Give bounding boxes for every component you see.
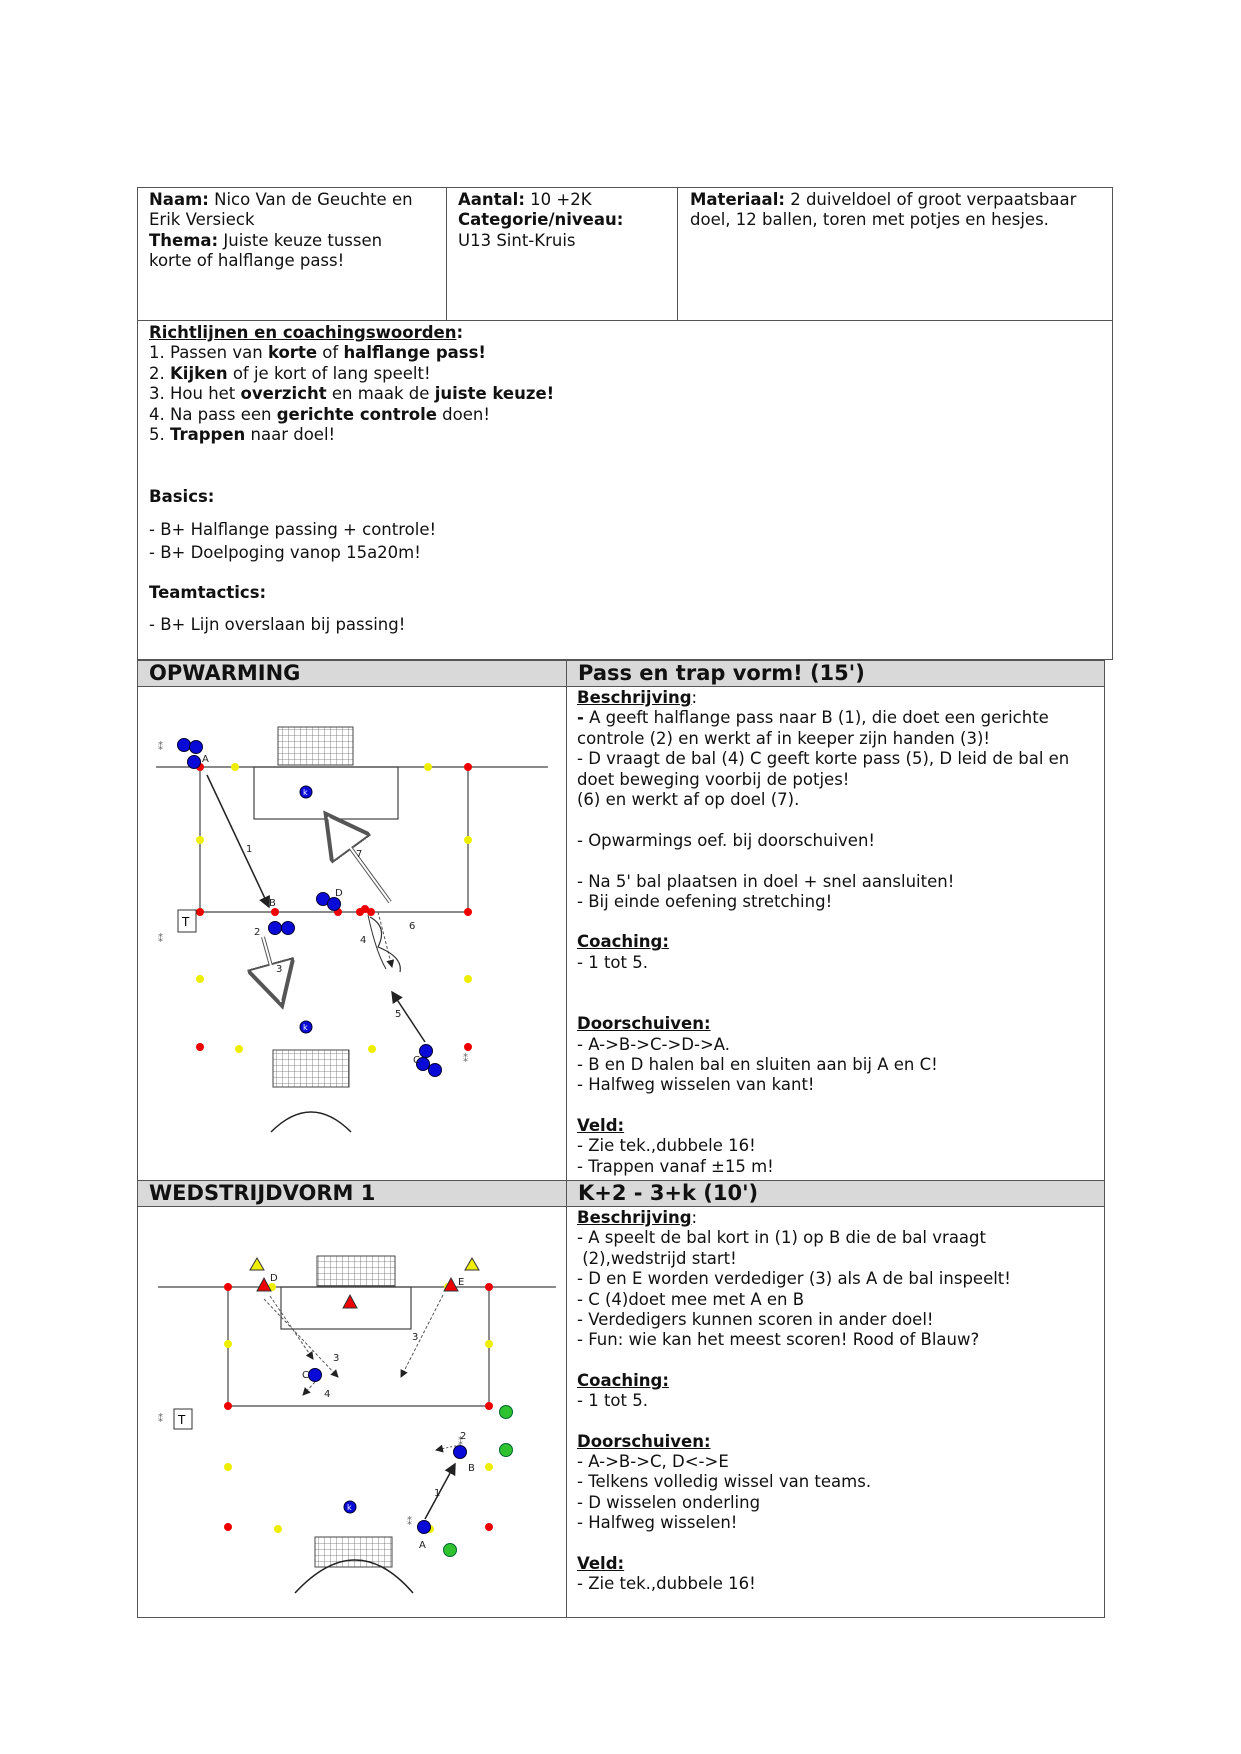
richtlijn-item: [149, 405, 1099, 425]
richtlijn-keyword: juiste keuze!: [434, 384, 555, 404]
richtlijnen-title: Richtlijnen en coachingswoorden: [149, 323, 457, 342]
naam-label: Naam:: [149, 190, 209, 209]
richtlijn-item: [149, 425, 1099, 445]
pass-trap-header: [566, 660, 1105, 687]
k2-title: K+2 - 3+k (10'): [578, 1181, 759, 1205]
label-D: D: [270, 1273, 278, 1284]
svg-text:⁑: ⁑: [158, 934, 163, 945]
label-3: 3: [333, 1353, 340, 1364]
aantal-cell: [458, 190, 673, 251]
goal-net: [317, 1256, 395, 1286]
svg-text:⁑: ⁑: [463, 1054, 468, 1065]
basics-item: - B+ Doelpoging vanop 15a20m!: [149, 543, 421, 563]
wedstrijdvorm-title: WEDSTRIJDVORM 1: [149, 1181, 376, 1205]
players: [309, 1369, 513, 1557]
svg-text:⁑: ⁑: [158, 1414, 163, 1425]
richtlijn-text: 1. Passen van: [149, 343, 268, 363]
beschrijving-line: [577, 810, 1097, 830]
label-1: 1: [246, 844, 253, 855]
coaching-item: - 1 tot 5.: [577, 1391, 648, 1411]
doorschuiven-item: - Telkens volledig wissel van teams.: [577, 1472, 872, 1492]
label-B: B: [269, 898, 276, 909]
thema-value-2: korte of halflange pass!: [149, 251, 345, 271]
beschrijving-line: - A geeft halflange pass naar B (1), die doet een gerichte: [577, 708, 1049, 728]
label-T: T: [178, 1413, 186, 1427]
richtlijn-text: of je kort of lang speelt!: [227, 363, 431, 383]
beschrijving-title: Beschrijving: [577, 1208, 692, 1227]
materiaal-value-2: doel, 12 ballen, toren met potjes en hesjes.: [690, 210, 1049, 230]
richtlijn-item: [149, 343, 1099, 363]
coaching-title: Coaching:: [577, 1370, 669, 1390]
penalty-box: [254, 767, 398, 819]
goal-net: [315, 1537, 392, 1567]
materiaal-value-1: 2 duiveldoel of groot verpaatsbaar: [784, 190, 1077, 209]
naam-value-2: Erik Versieck: [149, 210, 255, 230]
pass-arrow: [378, 912, 392, 967]
teamtactics-title: Teamtactics:: [149, 582, 267, 602]
veld-item: - Zie tek.,dubbele 16!: [577, 1574, 756, 1594]
richtlijn-text: 4. Na pass een: [149, 404, 277, 424]
coaching-item: - 1 tot 5.: [577, 952, 648, 972]
info-divider-1: [446, 187, 447, 321]
pass-arrow: [303, 1382, 315, 1395]
cones: [224, 1283, 493, 1533]
basics-item: - B+ Halflange passing + controle!: [149, 519, 437, 539]
veld-item: - Trappen vanaf ±15 m!: [577, 1156, 774, 1176]
label-k: k: [347, 1503, 352, 1512]
run-path: [370, 917, 400, 972]
pass-arrow: [270, 1296, 313, 1359]
section2-text: [577, 1208, 1097, 1595]
label-5: 5: [395, 1009, 402, 1020]
wedstrijdvorm-diagram: [138, 1207, 566, 1617]
veld-title: Veld:: [577, 1115, 625, 1135]
label-4: 4: [360, 935, 367, 946]
doorschuiven-item: - Halfweg wisselen van kant!: [577, 1075, 815, 1095]
pass-arrow: [207, 775, 269, 907]
beschrijving-line: controle (2) en werkt af in keeper zijn handen (3)!: [577, 728, 991, 748]
svg-text:⁑: ⁑: [158, 742, 163, 753]
basics-list: [149, 520, 1099, 564]
penalty-arc: [271, 1112, 351, 1132]
beschrijving-line: - Bij einde oefening stretching!: [577, 892, 833, 912]
richtlijn-text: en maak de: [326, 384, 435, 404]
label-4: 4: [324, 1389, 331, 1400]
aantal-value: 10 +2K: [524, 190, 592, 209]
materiaal-label: Materiaal:: [690, 190, 785, 209]
beschrijving-colon: :: [691, 1208, 698, 1227]
beschrijving-lines: [577, 708, 1097, 912]
label-3: 3: [276, 964, 283, 975]
richtlijn-keyword: overzicht: [240, 384, 327, 404]
label-3: 3: [412, 1332, 419, 1343]
label-1: 1: [434, 1488, 441, 1499]
label-7: 7: [356, 849, 363, 860]
label-2: 2: [460, 1431, 467, 1442]
opwarming-title: OPWARMING: [149, 661, 301, 685]
section1-text: [577, 688, 1097, 1177]
richtlijnen-content: [149, 323, 1099, 635]
label-D: D: [335, 888, 343, 899]
pass-trap-title: Pass en trap vorm! (15'): [578, 661, 865, 685]
richtlijn-keyword: Trappen: [170, 425, 246, 445]
doorschuiven-title: Doorschuiven:: [577, 1431, 711, 1451]
doorschuiven-item: - A->B->C, D<->E: [577, 1452, 729, 1472]
richtlijn-text: 5.: [149, 425, 170, 445]
label-T: T: [182, 915, 190, 929]
richtlijn-text: 2.: [149, 363, 170, 383]
veld-title: Veld:: [577, 1553, 625, 1573]
goal-net: [278, 727, 353, 765]
beschrijving-lines: [577, 1228, 1097, 1350]
naam-value-1: Nico Van de Geuchte en: [208, 190, 413, 209]
beschrijving-line: - Opwarmings oef. bij doorschuiven!: [577, 830, 876, 850]
thema-value-1: Juiste keuze tussen: [218, 230, 383, 250]
wedstrijdvorm-header: [137, 1180, 567, 1207]
coaching-title: Coaching:: [577, 932, 669, 952]
label-E: E: [458, 1277, 465, 1288]
label-A: A: [202, 754, 209, 765]
doorschuiven-item: - B en D halen bal en sluiten aan bij A en C!: [577, 1055, 938, 1075]
richtlijn-text: of: [317, 343, 344, 363]
richtlijn-item: [149, 364, 1099, 384]
opwarming-diagram: [138, 687, 566, 1180]
categorie-value: U13 Sint-Kruis: [458, 230, 576, 250]
doorschuiven-item: - Halfweg wisselen!: [577, 1513, 738, 1533]
richtlijn-item: [149, 384, 1099, 404]
richtlijn-keyword: halflange pass!: [343, 343, 486, 363]
label-C: C: [413, 1055, 420, 1066]
label-2: 2: [254, 927, 261, 938]
naam-cell: [149, 190, 444, 272]
label-B: B: [468, 1463, 475, 1474]
categorie-label: Categorie/niveau:: [458, 210, 624, 230]
label-C: C: [302, 1370, 309, 1381]
beschrijving-line: (2),wedstrijd start!: [577, 1248, 737, 1268]
beschrijving-line: - Na 5' bal plaatsen in doel + snel aansluiten!: [577, 871, 955, 891]
richtlijn-text: naar doel!: [245, 425, 336, 445]
beschrijving-line: doet beweging voorbij de potjes!: [577, 769, 850, 789]
richtlijn-keyword: korte: [267, 343, 318, 363]
ball-markers: [158, 740, 468, 1065]
richtlijn-text: 3. Hou het: [149, 384, 241, 404]
opwarming-header: [137, 660, 567, 687]
richtlijn-keyword: gerichte controle: [276, 404, 437, 424]
k2-header: [566, 1180, 1105, 1207]
doorschuiven-item: - D wisselen onderling: [577, 1492, 761, 1512]
basics-title: Basics:: [149, 487, 215, 507]
label-k: k: [303, 1023, 308, 1032]
label-6: 6: [409, 921, 416, 932]
beschrijving-line: (6) en werkt af op doel (7).: [577, 790, 800, 810]
beschrijving-colon: :: [691, 688, 698, 707]
label-A: A: [419, 1540, 426, 1551]
beschrijving-line: - C (4)doet mee met A en B: [577, 1289, 805, 1309]
pass-arrow: [401, 1295, 443, 1377]
doorschuiven-item: - A->B->C->D->A.: [577, 1034, 731, 1054]
pass-arrow: [264, 1299, 338, 1377]
materiaal-cell: [690, 190, 1110, 231]
teamtactics-item: - B+ Lijn overslaan bij passing!: [149, 615, 406, 635]
goal-net: [273, 1050, 349, 1087]
beschrijving-line: - A speelt de bal kort in (1) op B die de bal vraagt: [577, 1228, 986, 1248]
richtlijn-text: doen!: [436, 404, 490, 424]
beschrijving-title: Beschrijving: [577, 688, 692, 707]
doorschuiven-title: Doorschuiven:: [577, 1014, 711, 1034]
players: [178, 739, 442, 1077]
beschrijving-line: - D en E worden verdediger (3) als A de bal inspeelt!: [577, 1269, 1011, 1289]
info-divider-2: [677, 187, 678, 321]
label-k: k: [303, 788, 308, 797]
beschrijving-line: [577, 851, 1097, 871]
veld-item: - Zie tek.,dubbele 16!: [577, 1136, 756, 1156]
richtlijnen-list: [149, 343, 1099, 445]
ball-markers: [158, 1412, 463, 1528]
thema-label: Thema:: [149, 230, 219, 250]
richtlijnen-colon: :: [456, 323, 464, 342]
richtlijn-keyword: Kijken: [170, 363, 228, 383]
svg-text:⁑: ⁑: [407, 1517, 412, 1528]
beschrijving-line: - Fun: wie kan het meest scoren! Rood of Blauw?: [577, 1330, 980, 1350]
beschrijving-line: - Verdedigers kunnen scoren in ander doel!: [577, 1310, 934, 1330]
aantal-label: Aantal:: [458, 190, 525, 209]
svg-text:⁑: ⁑: [458, 1437, 463, 1448]
beschrijving-line: - D vraagt de bal (4) C geeft korte pass (5), D leid de bal en: [577, 749, 1070, 769]
